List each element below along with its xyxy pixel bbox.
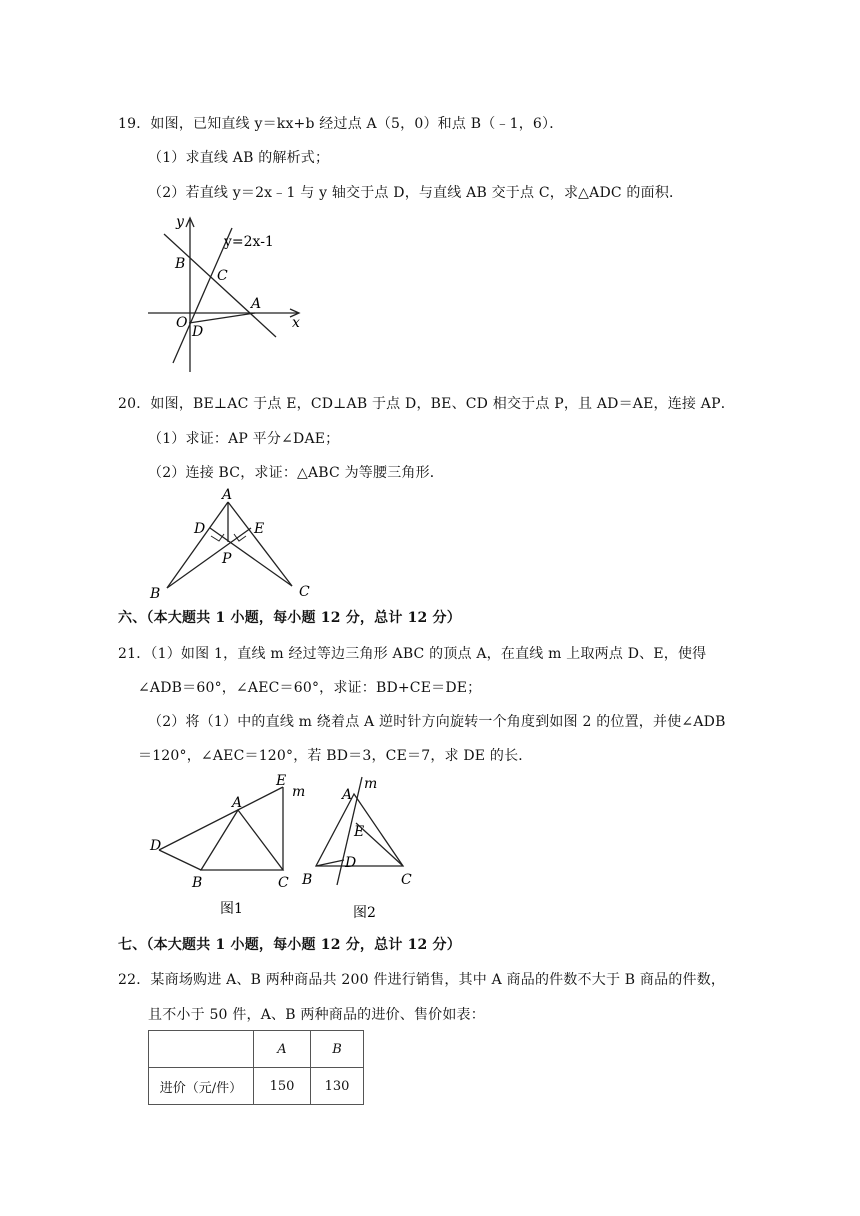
q19-label-A: A [251,296,262,312]
table-cell: 130 [311,1068,364,1105]
fig2-label-m: m [364,776,378,792]
q22-line-2: 且不小于 50 件，A、B 两种商品的进价、售价如表： [148,1007,485,1023]
q19-part1: （1）求直线 AB 的解析式； [148,150,330,166]
section-6-heading: 六、（本大题共 1 小题，每小题 12 分，总计 12 分） [118,610,461,626]
q20-label-D: D [194,521,206,537]
fig2-label-C: C [401,872,412,888]
q21-line-2: ∠ADB＝60°，∠AEC＝60°，求证：BD+CE＝DE； [138,680,482,696]
q20-figure [140,484,320,602]
fig1-label-B: B [192,875,203,891]
q20-label-P: P [222,551,232,567]
q19-label-C: C [217,268,228,284]
q20-label-E: E [254,521,265,537]
q21-line-1: 21．（1）如图 1，直线 m 经过等边三角形 ABC 的顶点 A，在直线 m 上取两点 D、E，使得 [118,646,707,662]
fig2-label-D: D [345,855,357,871]
q21-figure-1 [145,772,315,922]
q22-line-1: 22．某商场购进 A、B 两种商品共 200 件进行销售，其中 A 商品的件数不大于 B 商品的件数， [118,972,726,988]
fig1-label-m: m [292,784,306,800]
q19-label-O: O [176,315,188,331]
q20-label-B: B [150,586,161,602]
q19-label-line: y=2x-1 [224,234,274,250]
fig1-label-A: A [232,795,243,811]
table-header-cell: A [254,1031,311,1068]
fig1-label-C: C [278,875,289,891]
price-table [148,1030,364,1105]
fig1-caption: 图1 [220,901,243,917]
q19-label-D: D [192,324,204,340]
q19-label-B: B [175,256,186,272]
fig2-label-E: E [354,824,365,840]
q19-stem: 19．如图，已知直线 y＝kx+b 经过点 A（5，0）和点 B（﹣1，6）． [118,116,564,132]
q21-line-4: ＝120°，∠AEC＝120°，若 BD＝3，CE＝7，求 DE 的长． [138,748,533,764]
q21-figure-2 [300,772,430,922]
table-cell: 150 [254,1068,311,1105]
fig2-label-B: B [302,872,313,888]
q21-line-3: （2）将（1）中的直线 m 绕着点 A 逆时针方向旋转一个角度到如图 2 的位置，并使∠ADB [148,714,726,730]
q19-part2: （2）若直线 y＝2x﹣1 与 y 轴交于点 D，与直线 AB 交于点 C，求△ADC 的面积． [148,185,684,201]
table-cell: 进价（元/件） [149,1068,254,1105]
q20-stem: 20．如图，BE⊥AC 于点 E，CD⊥AB 于点 D，BE、CD 相交于点 P，且 AD＝AE，连接 AP． [118,396,735,412]
table-header-cell: B [311,1031,364,1068]
fig1-label-E: E [276,773,287,789]
q20-part2: （2）连接 BC，求证：△ABC 为等腰三角形． [148,465,445,481]
q19-figure [140,210,310,375]
q20-label-A: A [222,487,233,503]
fig2-caption: 图2 [353,905,376,921]
q19-label-x: x [292,315,300,331]
table-header-row [149,1031,364,1068]
table-header-cell [149,1031,254,1068]
section-7-heading: 七、（本大题共 1 小题，每小题 12 分，总计 12 分） [118,937,461,953]
q20-part1: （1）求证：AP 平分∠DAE； [148,431,340,447]
q19-label-y: y [176,214,184,230]
q20-label-C: C [299,584,310,600]
fig1-label-D: D [150,838,162,854]
fig2-label-A: A [342,787,353,803]
table-row [149,1068,364,1105]
